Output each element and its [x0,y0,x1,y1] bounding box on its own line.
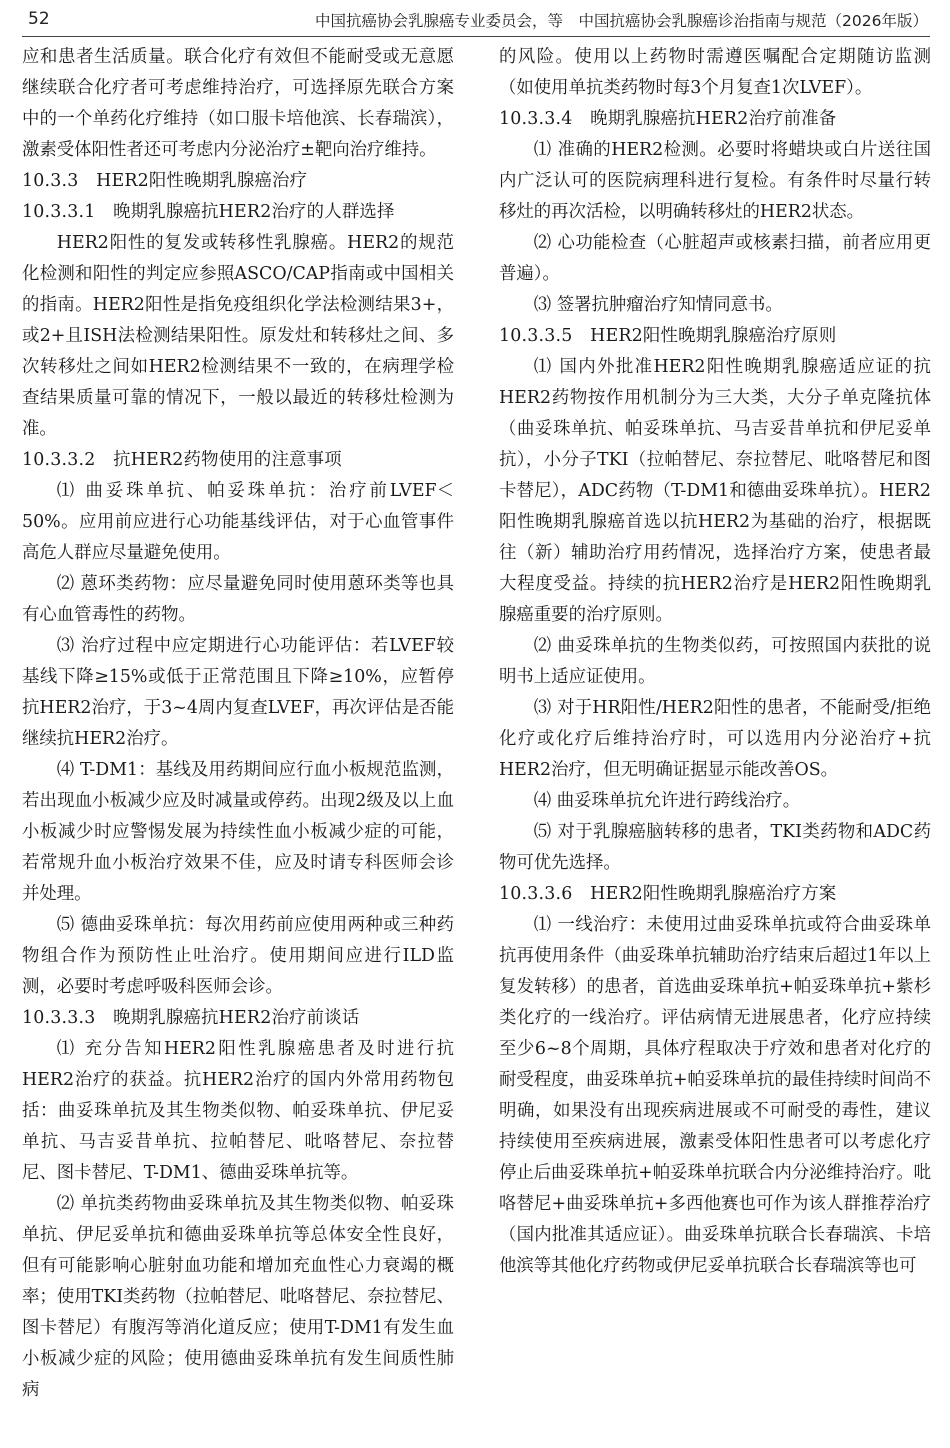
list-item: ⑵ 曲妥珠单抗的生物类似药，可按照国内获批的说明书上适应证使用。 [499,636,931,687]
page-number: 52 [28,9,50,29]
list-item: ⑶ 对于HR阳性/HER2阳性的患者，不能耐受/拒绝化疗或化疗后维持治疗时，可以选用内分泌治疗+抗HER2治疗，但无明确证据显示能改善OS。 [499,698,931,780]
paragraph: 应和患者生活质量。联合化疗有效但不能耐受或无意愿继续联合化疗者可考虑维持治疗，可选择原先联合方案中的一个单药化疗维持（如口服卡培他滨、长春瑞滨），激素受体阳性者还可考虑内分泌治疗±靶向治疗维持。 [22,47,454,160]
subsection-heading: 10.3.3.5 HER2阳性晚期乳腺癌治疗原则 [499,326,837,346]
list-item: ⑸ 德曲妥珠单抗：每次用药前应使用两种或三种药物组合作为预防性止吐治疗。使用期间应进行ILD监测，必要时考虑呼吸科医师会诊。 [22,915,454,997]
list-item: ⑷ 曲妥珠单抗允许进行跨线治疗。 [533,791,801,811]
list-item: ⑵ 单抗类药物曲妥珠单抗及其生物类似物、帕妥珠单抗、伊尼妥单抗和德曲妥珠单抗等总体安全性良好，但有可能影响心脏射血功能和增加充血性心力衰竭的概率；使用TKI类药物（拉帕替尼、吡咯替尼、奈拉替尼、图卡替尼）有腹泻等消化道反应；使用T-DM1有发生血小板减少症的风险；使用德曲妥珠单抗有发生间质性肺病 [22,1194,454,1400]
subsection-heading: 10.3.3.6 HER2阳性晚期乳腺癌治疗方案 [499,884,837,904]
paragraph: 的风险。使用以上药物时需遵医嘱配合定期随访监测（如使用单抗类药物时每3个月复查1次LVEF）。 [499,47,931,98]
header-divider [22,36,930,37]
list-item: ⑴ 国内外批准HER2阳性晚期乳腺癌适应证的抗HER2药物按作用机制分为三大类，大分子单克隆抗体（曲妥珠单抗、帕妥珠单抗、马吉妥昔单抗和伊尼妥单抗），小分子TKI（拉帕替尼、奈拉替尼、吡咯替尼和图卡替尼），ADC药物（T-DM1和德曲妥珠单抗）。HER2阳性晚期乳腺癌首选以抗HER2为基础的治疗，根据既往（新）辅助治疗用药情况，选择治疗方案，使患者最大程度受益。持续的抗HER2治疗是HER2阳性晚期乳腺癌重要的治疗原则。 [499,357,931,625]
left-column [22,42,454,1442]
paragraph: HER2阳性的复发或转移性乳腺癌。HER2的规范化检测和阳性的判定应参照ASCO/CAP指南或中国相关的指南。HER2阳性是指免疫组织化学法检测结果3+，或2+且ISH法检测结果阳性。原发灶和转移灶之间、多次转移灶之间如HER2检测结果不一致的，在病理学检查结果质量可靠的情况下，一般以最近的转移灶检测为准。 [22,233,454,439]
page-header [22,0,930,36]
list-item: ⑵ 蒽环类药物：应尽量避免同时使用蒽环类等也具有心血管毒性的药物。 [22,574,454,625]
list-item: ⑴ 曲妥珠单抗、帕妥珠单抗：治疗前LVEF＜50%。应用前应进行心功能基线评估，对于心血管事件高危人群应尽量避免使用。 [22,481,454,563]
running-head: 中国抗癌协会乳腺癌专业委员会，等 中国抗癌协会乳腺癌诊治指南与规范（2026年版） [315,12,928,30]
right-column [499,42,931,1442]
subsection-heading: 10.3.3.4 晚期乳腺癌抗HER2治疗前准备 [499,109,837,129]
subsection-heading: 10.3.3.1 晚期乳腺癌抗HER2治疗的人群选择 [22,202,395,222]
list-item: ⑸ 对于乳腺癌脑转移的患者，TKI类药物和ADC药物可优先选择。 [499,822,931,873]
list-item: ⑴ 准确的HER2检测。必要时将蜡块或白片送往国内广泛认可的医院病理科进行复检。有条件时尽量行转移灶的再次活检，以明确转移灶的HER2状态。 [499,140,931,222]
list-item: ⑷ T-DM1：基线及用药期间应行血小板规范监测，若出现血小板减少应及时减量或停药。出现2级及以上血小板减少时应警惕发展为持续性血小板减少症的可能，若常规升血小板治疗效果不佳，应及时请专科医师会诊并处理。 [22,760,454,904]
subsection-heading: 10.3.3.3 晚期乳腺癌抗HER2治疗前谈话 [22,1008,360,1028]
list-item: ⑴ 一线治疗：未使用过曲妥珠单抗或符合曲妥珠单抗再使用条件（曲妥珠单抗辅助治疗结束后超过1年以上复发转移）的患者，首选曲妥珠单抗+帕妥珠单抗+紫杉类化疗的一线治疗。评估病情无进展患者，化疗应持续至少6~8个周期，具体疗程取决于疗效和患者对化疗的耐受程度，曲妥珠单抗+帕妥珠单抗的最佳持续时间尚不明确，如果没有出现疾病进展或不可耐受的毒性，建议持续使用至疾病进展，激素受体阳性患者可以考虑化疗停止后曲妥珠单抗+帕妥珠单抗联合内分泌维持治疗。吡咯替尼+曲妥珠单抗+多西他赛也可作为该人群推荐治疗（国内批准其适应证）。曲妥珠单抗联合长春瑞滨、卡培他滨等其他化疗药物或伊尼妥单抗联合长春瑞滨等也可 [499,915,931,1276]
subsection-heading: 10.3.3.2 抗HER2药物使用的注意事项 [22,450,342,470]
list-item: ⑶ 治疗过程中应定期进行心功能评估：若LVEF较基线下降≥15%或低于正常范围且下降≥10%，应暂停抗HER2治疗，于3~4周内复查LVEF，再次评估是否能继续抗HER2治疗。 [22,636,454,749]
list-item: ⑶ 签署抗肿瘤治疗知情同意书。 [533,295,783,315]
list-item: ⑵ 心功能检查（心脏超声或核素扫描，前者应用更普遍）。 [499,233,931,284]
section-heading: 10.3.3 HER2阳性晚期乳腺癌治疗 [22,171,308,191]
list-item: ⑴ 充分告知HER2阳性乳腺癌患者及时进行抗HER2治疗的获益。抗HER2治疗的国内外常用药物包括：曲妥珠单抗及其生物类似物、帕妥珠单抗、伊尼妥单抗、马吉妥昔单抗、拉帕替尼、吡咯替尼、奈拉替尼、图卡替尼、T-DM1、德曲妥珠单抗等。 [22,1039,454,1183]
